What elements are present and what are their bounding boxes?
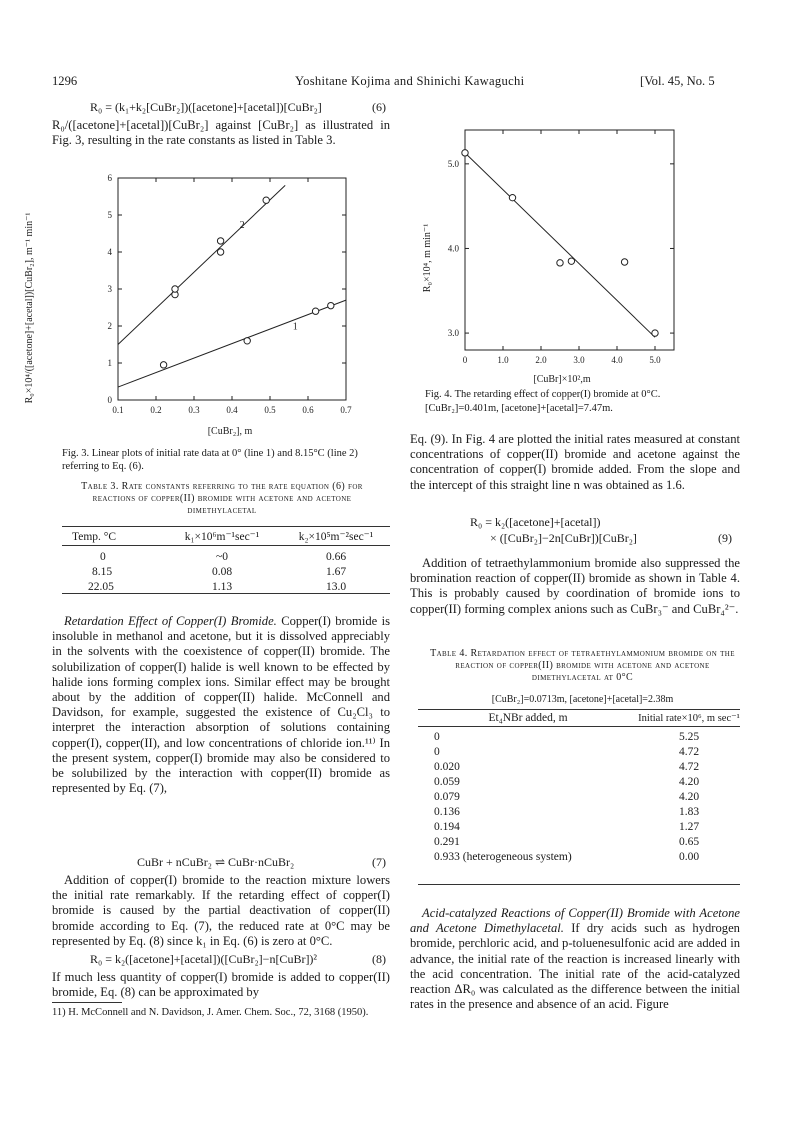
table-4-cell: 0.00 xyxy=(678,851,700,863)
section-heading-retardation: Retardation Effect of Copper(I) Bromide. xyxy=(64,614,277,628)
equation-8-number: (8) xyxy=(372,952,386,966)
table-row xyxy=(418,805,740,820)
table-row xyxy=(418,850,740,865)
fig4-xtick-label: 3.0 xyxy=(573,355,585,365)
figure-4-chart xyxy=(410,118,740,408)
table-3-cell: 8.15 xyxy=(92,566,113,578)
fig3-ytick-label: 6 xyxy=(107,173,112,183)
table-4-cell: 0.136 xyxy=(434,806,460,818)
table-3-header: k₂×10⁵m⁻²sec⁻¹ xyxy=(298,531,374,543)
table-3-header: k₁×10⁶m⁻¹sec⁻¹ xyxy=(184,531,260,543)
acid-paragraph: If dry acids such as hydrogen bromide, perchloric acid, and p-toluenesulfonic acid are added in advance, the initial rate of the reaction is increased linearly with the acid concentration. The initial rate of the acid-catalyzed reaction ΔR₀ was calculated as the difference between the initial rates in the presence and absence of an acid. Figure xyxy=(410,921,740,1012)
fig4-data-point xyxy=(509,194,515,200)
fig3-data-point xyxy=(172,286,178,292)
section-heading-acid: Acid-catalyzed Reactions of Copper(II) Bromide with Acetone and Acetone Dimethylacetal. xyxy=(410,906,740,936)
table-4-cell: 4.72 xyxy=(678,761,700,773)
fig4-xtick-label: 2.0 xyxy=(535,355,547,365)
fig3-xtick-label: 0.3 xyxy=(188,405,200,415)
table-3-cell: 0.66 xyxy=(325,551,347,563)
fig3-data-point xyxy=(263,197,269,203)
acid-section xyxy=(410,906,740,1012)
fig4-ytick-label: 4.0 xyxy=(447,243,459,254)
fig4-frame xyxy=(465,130,674,350)
equation-7: CuBr + nCuBr₂ ⇌ CuBr·nCuBr₂ xyxy=(137,855,295,869)
figure-4-caption-line-1: Fig. 4. The retarding effect of copper(I) bromide at 0°C. xyxy=(425,389,661,400)
equation-9-line-2: × ([CuBr₂]−2n[CuBr])[CuBr₂] xyxy=(490,531,637,545)
fig3-xtick-label: 0.2 xyxy=(150,405,162,415)
fig3-ytick-label: 3 xyxy=(107,284,112,294)
equation-9-number: (9) xyxy=(718,531,732,545)
right-paragraph-1: Eq. (9). In Fig. 4 are plotted the initial rates measured at constant concentrations of copper(II) bromide and acetone against the concentration of copper(I) bromide added. From the slope and the intercept of this straight line n was obtained as 1.6. xyxy=(410,432,740,492)
table-4-header: Et₄NBr added, m xyxy=(488,712,568,724)
fig3-frame xyxy=(118,178,346,400)
figure-3-chart xyxy=(24,168,390,448)
fig4-ytick-label: 5.0 xyxy=(447,158,459,169)
table-4-cell: 1.83 xyxy=(678,806,700,818)
table-row xyxy=(62,550,390,565)
table-4-cell: 1.27 xyxy=(678,821,700,833)
fig4-xtick-label: 0 xyxy=(462,355,468,365)
equation-8: R₀ = k₂([acetone]+[acetal])([CuBr₂]−n[CuBr])² xyxy=(90,952,318,966)
fig3-data-point xyxy=(244,338,250,344)
fig4-fit-line xyxy=(465,153,655,337)
fig4-data-point xyxy=(462,150,468,156)
table-3 xyxy=(62,530,390,595)
table-row xyxy=(418,775,740,790)
fig3-series-label: 1 xyxy=(292,321,298,333)
fig3-xtick-label: 0.4 xyxy=(226,405,238,415)
retardation-paragraph-1: Copper(I) bromide is insoluble in methanol and acetone, but it is dissolved appreciably in the solvents with the coexistence of copper(II) bromide. The solubilization of copper(I) halide is well known to be effected by halide ions forming complex ions. Similar effect may be brought about by the addition of copper(II) halide. McConnell and Davidson, for example, suggested the existence of Cu₂Cl₃ to interpret the interaction absorption of solutions containing copper(I), copper(II), and low concentrations of chloride ion.¹¹⁾ In the present system, copper(I) bromide may also be considered to be solubilized by the interaction with copper(II) bromide as represented by Eq. (7), xyxy=(52,614,390,796)
table-row xyxy=(62,565,390,580)
page-number: 1296 xyxy=(52,74,78,88)
fig3-data-point xyxy=(217,249,223,255)
fig3-data-point xyxy=(312,308,318,314)
table-3-header-row xyxy=(62,530,390,546)
fig3-series-label: 2 xyxy=(239,219,245,231)
fig3-fit-line xyxy=(118,185,285,344)
fig4-data-point xyxy=(568,258,574,264)
intro-paragraph: R₀/([acetone]+[acetal])[CuBr₂] against [CuBr₂] as illustrated in Fig. 3, resulting in the rate constants as listed in Table 3. xyxy=(52,118,390,148)
equation-6: R₀ = (k₁+k₂[CuBr₂])([acetone]+[acetal])[CuBr₂] xyxy=(90,100,322,114)
equation-9-line-1: R₀ = k₂([acetone]+[acetal]) xyxy=(470,515,601,529)
fig3-data-point xyxy=(328,302,334,308)
table-row xyxy=(418,820,740,835)
table-3-header: Temp. °C xyxy=(72,531,117,543)
table-4-title: Table 4. Retardation effect of tetraethylammonium bromide on the reaction of copper(II) bromide with acetone and acetone dimethylacetal at 0°C xyxy=(430,648,735,683)
table-row xyxy=(418,760,740,775)
fig4-xtick-label: 1.0 xyxy=(497,355,509,365)
fig4-data-point xyxy=(621,259,627,265)
table-row xyxy=(418,835,740,850)
table-row xyxy=(418,790,740,805)
fig3-xtick-label: 0.6 xyxy=(302,405,314,415)
fig4-xlabel: [CuBr]×10²,m xyxy=(533,374,591,385)
fig4-ylabel: R₀×10⁴, m min⁻¹ xyxy=(422,223,433,293)
table-4-cell: 4.72 xyxy=(678,746,700,758)
table-4-header-row xyxy=(418,711,740,727)
table-3-cell: 13.0 xyxy=(325,581,347,593)
table-4-cell: 0.079 xyxy=(434,791,460,803)
fig3-ytick-label: 5 xyxy=(107,210,112,220)
fig3-xtick-label: 0.5 xyxy=(264,405,276,415)
table-4-cell: 5.25 xyxy=(678,731,700,743)
fig3-data-point xyxy=(217,238,223,244)
table-4-cell: 0.291 xyxy=(434,836,460,848)
fig3-ytick-label: 2 xyxy=(107,321,112,331)
fig4-ytick-label: 3.0 xyxy=(447,328,459,339)
table-4-cell: 4.20 xyxy=(678,776,700,788)
table-3-bottom-rule xyxy=(62,593,390,594)
table-3-cell: 1.13 xyxy=(211,581,233,593)
table-row xyxy=(418,730,740,745)
equation-7-number: (7) xyxy=(372,855,386,869)
table-4-bottom-rule xyxy=(418,884,740,885)
retardation-paragraph-3: If much less quantity of copper(I) bromide is added to copper(II) bromide, Eq. (8) can be approximated by xyxy=(52,970,390,1000)
fig3-ytick-label: 4 xyxy=(107,247,112,257)
table-3-title: Table 3. Rate constants referring to the rate equation (6) for reactions of copper(II) bromide with acetone and acetone dimethylacetal xyxy=(81,481,363,516)
table-4 xyxy=(418,711,740,865)
table-4-cell: 4.20 xyxy=(678,791,700,803)
table-3-cell: 1.67 xyxy=(325,566,347,578)
footnote: 11) H. McConnell and N. Davidson, J. Amer. Chem. Soc., 72, 3168 (1950). xyxy=(52,1007,369,1018)
retardation-section xyxy=(52,614,390,796)
table-row xyxy=(418,745,740,760)
table-4-top-rule xyxy=(418,709,740,710)
figure-3-caption: Fig. 3. Linear plots of initial rate data at 0° (line 1) and 8.15°C (line 2) referring to Eq. (6). xyxy=(62,448,358,472)
fig4-xtick-label: 5.0 xyxy=(649,355,661,365)
table-4-cell: 0 xyxy=(434,746,440,758)
table-4-cell: 0.059 xyxy=(434,776,460,788)
fig3-fit-line xyxy=(118,300,346,387)
table-4-cell: 0.65 xyxy=(678,836,700,848)
table-4-cell: 0.020 xyxy=(434,761,460,773)
fig3-xlabel: [CuBr₂], m xyxy=(207,426,253,437)
fig4-data-point xyxy=(557,260,563,266)
table-3-cell: 0.08 xyxy=(211,566,233,578)
figure-4-caption-line-2: [CuBr₂]=0.401m, [acetone]+[acetal]=7.47m. xyxy=(425,403,613,414)
fig3-xtick-label: 0.1 xyxy=(112,405,124,415)
running-authors: Yoshitane Kojima and Shinichi Kawaguchi xyxy=(295,74,525,88)
running-volume: [Vol. 45, No. 5 xyxy=(640,74,715,88)
footnote-rule xyxy=(52,1002,122,1003)
fig4-data-point xyxy=(652,330,658,336)
table-4-conditions: [CuBr₂]=0.0713m, [acetone]+[acetal]=2.38m xyxy=(491,694,674,705)
table-3-cell: 22.05 xyxy=(88,581,114,593)
table-4-cell: 0 xyxy=(434,731,440,743)
fig3-ylabel: R₀×10⁴/([acetone]+[acetal])[CuBr₂], m⁻¹ min⁻¹ xyxy=(24,212,35,404)
table-4-cell: 0.194 xyxy=(434,821,460,833)
fig4-xtick-label: 4.0 xyxy=(611,355,623,365)
table-3-top-rule xyxy=(62,526,390,527)
fig3-xtick-label: 0.7 xyxy=(340,405,352,415)
table-3-cell: 0 xyxy=(100,551,106,563)
fig3-ytick-label: 1 xyxy=(107,358,112,368)
fig3-data-point xyxy=(160,362,166,368)
retardation-paragraph-2: Addition of copper(I) bromide to the reaction mixture lowers the initial rate remarkably. If the retarding effect of copper(I) bromide is caused by the partial deactivation of copper(II) bromide according to Eq. (7), the reduced rate at 0°C may be represented by Eq. (8) since k₁ in Eq. (6) is zero at 0°C. xyxy=(52,873,390,948)
table-4-cell: 0.933 (heterogeneous system) xyxy=(434,851,572,863)
fig3-ytick-label: 0 xyxy=(107,395,112,405)
equation-6-number: (6) xyxy=(372,100,386,114)
right-paragraph-2: Addition of tetraethylammonium bromide also suppressed the bromination reaction of copper(II) bromide as shown in Table 4. This is probably caused by coordination of bromide ions to copper(II) forming complex anions such as CuBr₃⁻ and CuBr₄²⁻. xyxy=(410,556,740,616)
table-4-header: Initial rate×10⁶, m sec⁻¹ xyxy=(638,712,740,724)
table-3-cell: ~0 xyxy=(216,551,228,563)
